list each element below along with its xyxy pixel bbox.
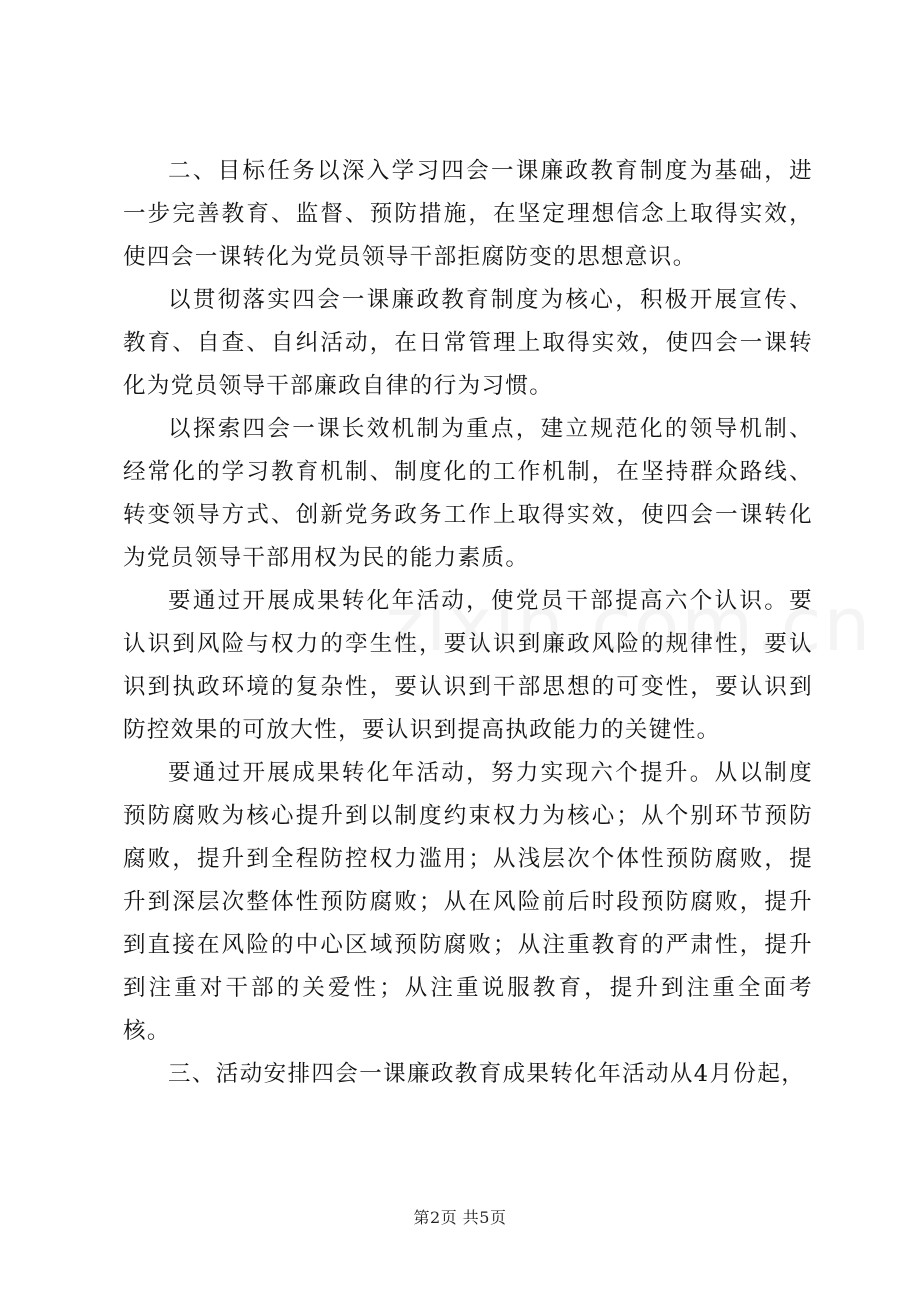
document-body [123,150,813,1096]
paragraph-arrangement: 三、活动安排四会一课廉政教育成果转化年活动从4月份起， [168,1061,806,1087]
paragraph-six-understandings: 要通过开展成果转化年活动，使党员干部提高六个认识。要认识到风险与权力的孪生性，要认识到廉政风险的规律性，要认识到执政环境的复杂性，要认识到干部思想的可变性，要认识到防控效果的可放大性，要认识到提高执政能力的关键性。 [123,588,813,743]
paragraph-six-improvements: 要通过开展成果转化年活动，努力实现六个提升。从以制度预防腐败为核心提升到以制度约束权力为核心；从个别环节预防腐败，提升到全程防控权力滥用；从浅层次个体性预防腐败，提升到深层次整体性预防腐败；从在风险前后时段预防腐败，提升到直接在风险的中心区域预防腐败；从注重教育的严肃性，提升到注重对干部的关爱性；从注重说服教育，提升到注重全面考核。 [123,760,813,1044]
paragraph-core: 以贯彻落实四会一课廉政教育制度为核心，积极开展宣传、教育、自查、自纠活动，在日常管理上取得实效，使四会一课转化为党员领导干部廉政自律的行为习惯。 [123,287,813,399]
page-number-footer: 第2页 共5页 [413,1208,507,1227]
paragraph-goals: 二、目标任务以深入学习四会一课廉政教育制度为基础，进一步完善教育、监督、预防措施，在坚定理想信念上取得实效，使四会一课转化为党员领导干部拒腐防变的思想意识。 [123,158,813,270]
paragraph-mechanism: 以探索四会一课长效机制为重点，建立规范化的领导机制、经常化的学习教育机制、制度化的工作机制，在坚持群众路线、转变领导方式、创新党务政务工作上取得实效，使四会一课转化为党员领导干部用权为民的能力素质。 [123,416,813,571]
